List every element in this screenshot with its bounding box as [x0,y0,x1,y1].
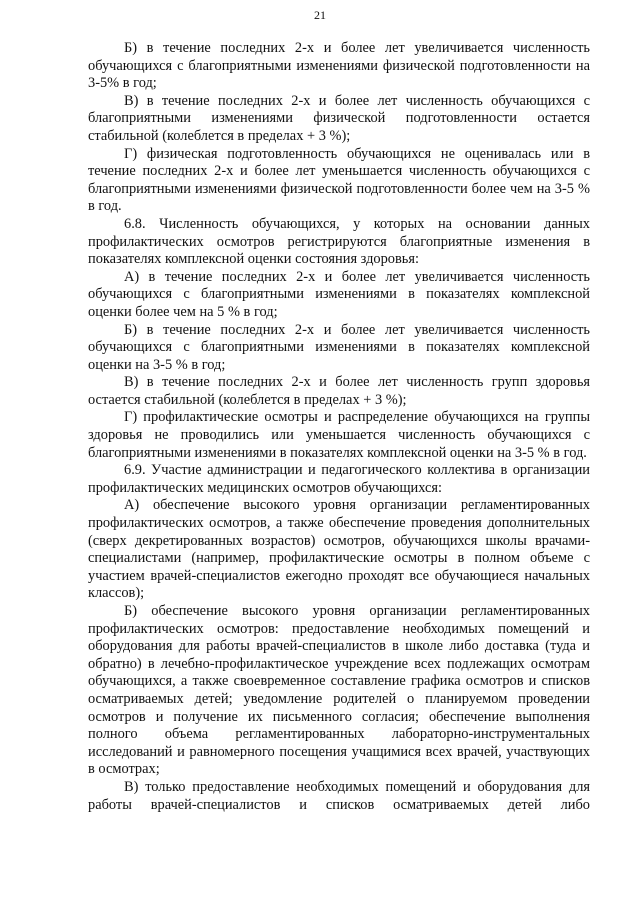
paragraph-physical-g: Г) физическая подготовленность обучающихся не оценивалась или в течение последних 2-х и более лет уменьшается численность обучающихся с благоприятными изменениями физической подготовленности более чем на 3-5 % в год. [88,145,590,215]
paragraph-health-v: В) в течение последних 2-х и более лет численность групп здоровья остается стабильной (колеблется в пределах + 3 %); [88,374,590,408]
paragraph-health-b: Б) в течение последних 2-х и более лет увеличивается численность обучающихся с благоприятными изменениями в показателях комплексной оценки на 3-5 % в год; [88,321,590,373]
paragraph-physical-v: В) в течение последних 2-х и более лет численность обучающихся с благоприятными изменениями физической подготовленности остается стабильной (колеблется в пределах + 3 %); [88,92,590,144]
document-body [88,40,590,814]
paragraph-exams-b: Б) обеспечение высокого уровня организации регламентированных профилактических осмотров: предоставление необходимых помещений и оборудования для работы врачей-специалистов в школе либо доставка (туда и обратно) в лечебно-профилактическое учреждение всех подлежащих осмотрам обучающихся, а также своевременное составление графика осмотров и списков осматриваемых детей; уведомление родителей о планируемом проведении осмотров и получение их письменного согласия; обеспечение выполнения полного объема регламентированных лабораторно-инструментальных исследований и равномерного посещения учащимися всех врачей, участвующих в осмотрах; [88,603,590,778]
paragraph-section-6-9: 6.9. Участие администрации и педагогического коллектива в организации профилактических медицинских осмотров обучающихся: [88,462,590,496]
paragraph-health-a: А) в течение последних 2-х и более лет увеличивается численность обучающихся с благоприятными изменениями в показателях комплексной оценки более чем на 5 % в год; [88,268,590,320]
paragraph-section-6-8: 6.8. Численность обучающихся, у которых на основании данных профилактических осмотров регистрируются благоприятные изменения в показателях комплексной оценки состояния здоровья: [88,215,590,268]
paragraph-exams-v: В) только предоставление необходимых помещений и оборудования для работы врачей-специалистов и списков осматриваемых детей либо [88,778,590,813]
paragraph-physical-b: Б) в течение последних 2-х и более лет увеличивается численность обучающихся с благоприятными изменениями физической подготовленности на 3-5% в год; [88,40,590,92]
page-number: 21 [314,8,326,22]
paragraph-health-g: Г) профилактические осмотры и распределение обучающихся на группы здоровья не проводились или уменьшается численность обучающихся с благоприятными изменениями в показателях комплексной оценки на 3-5 % в год. [88,409,590,461]
paragraph-exams-a: А) обеспечение высокого уровня организации регламентированных профилактических осмотров, а также обеспечение проведения дополнительных (сверх декретированных возрастов) осмотров, обучающихся школы врачами-специалистами (например, профилактические осмотры в полном объеме с участием врачей-специалистов ежегодно проходят все обучающиеся начальных классов); [88,497,590,602]
